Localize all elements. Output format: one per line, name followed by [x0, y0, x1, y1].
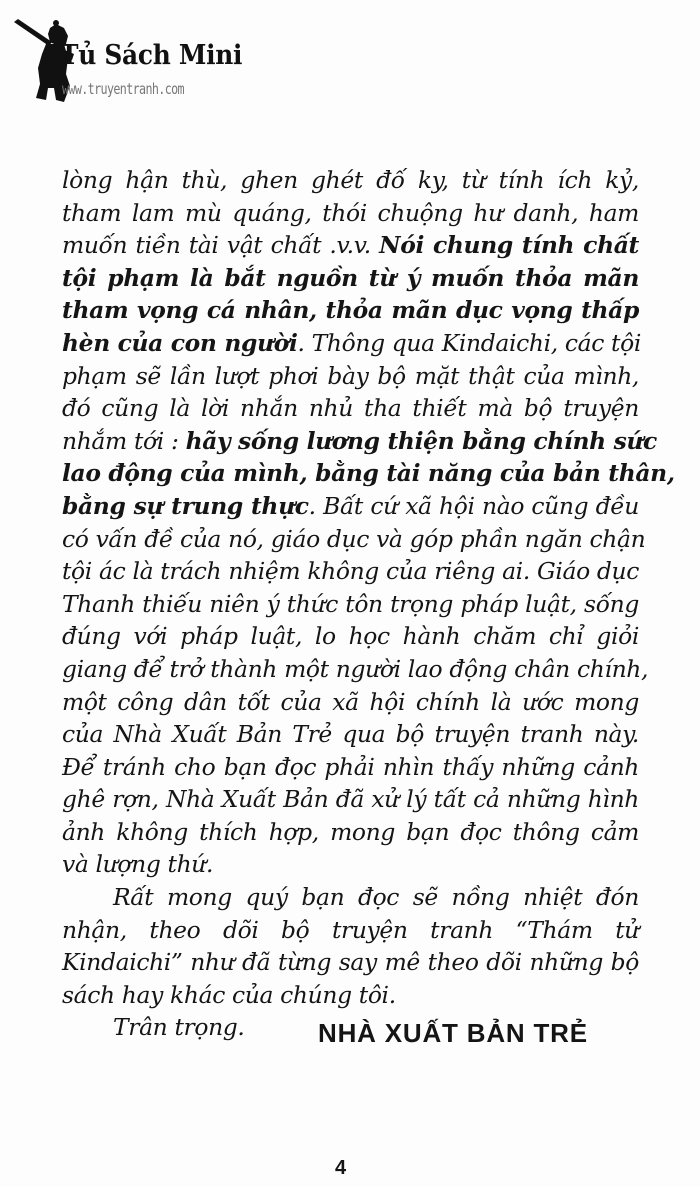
text-segment: nhắm tới :	[62, 426, 186, 455]
text-segment: ảnh không thích hợp, mong bạn đọc thông cảm	[62, 817, 639, 846]
text-line	[62, 360, 639, 393]
text-segment: Thanh thiếu niên ý thức tôn trọng pháp luật, sống	[62, 589, 639, 618]
text-line	[62, 686, 639, 719]
watermark-url: www.truyentranh.com	[62, 80, 184, 98]
text-line	[62, 392, 639, 425]
text-segment: lòng hận thù, ghen ghét đố ky, từ tính ích kỷ,	[62, 166, 639, 194]
text-line	[62, 881, 639, 914]
text-line	[62, 197, 639, 230]
text-segment: đúng với pháp luật, lo học hành chăm chỉ giỏi	[62, 622, 639, 651]
text-line	[62, 751, 639, 784]
watermark-title: Tủ Sách Mini	[60, 40, 243, 71]
text-line	[62, 457, 675, 490]
bold-text-segment: tội phạm là bắt nguồn từ ý muốn thỏa mãn	[62, 263, 639, 292]
text-segment: tham lam mù quáng, thói chuộng hư danh, ham	[62, 198, 639, 227]
text-segment: đó cũng là lời nhắn nhủ tha thiết mà bộ truyện	[62, 394, 639, 423]
text-line	[62, 620, 639, 653]
text-line	[62, 229, 639, 262]
text-line	[62, 262, 639, 295]
text-line	[62, 490, 639, 523]
text-line	[62, 816, 639, 849]
bold-text-segment: hãy sống lương thiện bằng chính sức	[185, 426, 657, 455]
publisher-signature: NHÀ XUẤT BẢN TRẺ	[318, 1018, 588, 1048]
text-segment: Rất mong quý bạn đọc sẽ nồng nhiệt đón	[113, 883, 639, 912]
text-line	[62, 164, 639, 197]
text-segment: của Nhà Xuất Bản Trẻ qua bộ truyện tranh này.	[62, 720, 639, 749]
text-segment: . Bất cứ xã hội nào cũng đều	[308, 491, 639, 520]
text-line	[62, 555, 639, 588]
text-line	[62, 327, 639, 360]
text-segment: phạm sẽ lần lượt phơi bày bộ mặt thật của mình,	[62, 361, 639, 390]
text-segment: . Thông qua Kindaichi, các tội	[297, 328, 641, 357]
text-line	[62, 523, 646, 556]
bold-text-segment: Nói chung tính chất	[379, 231, 639, 260]
text-segment: muốn tiền tài vật chất .v.v.	[62, 231, 380, 260]
text-segment: và lượng thứ.	[62, 850, 214, 879]
text-segment: Kindaichi” như đã từng say mê theo dõi những bộ	[62, 948, 639, 977]
bold-text-segment: tham vọng cá nhân, thỏa mãn dục vọng thấp	[62, 296, 639, 325]
text-segment: nhận, theo dõi bộ truyện tranh “Thám tử	[62, 915, 639, 944]
text-line	[62, 718, 639, 751]
bold-text-segment: bằng sự trung thực	[62, 491, 309, 520]
text-segment: sách hay khác của chúng tôi.	[62, 980, 396, 1009]
text-segment: một công dân tốt của xã hội chính là ước mong	[62, 687, 639, 716]
body-text	[62, 164, 675, 1044]
text-segment: Trân trọng.	[113, 1013, 245, 1042]
watermark-logo	[12, 14, 252, 104]
text-line	[62, 914, 639, 947]
text-segment: tội ác là trách nhiệm không của riêng ai. Giáo dục	[62, 557, 639, 586]
text-line	[62, 848, 639, 881]
page-number: 4	[335, 1157, 347, 1179]
text-line	[62, 946, 639, 979]
text-segment: giang để trở thành một người lao động chân chính,	[62, 654, 649, 683]
bold-text-segment: hèn của con người	[62, 328, 298, 357]
text-segment: ghê rợn, Nhà Xuất Bản đã xử lý tất cả những hình	[62, 785, 639, 814]
text-line	[62, 294, 639, 327]
text-line	[62, 588, 639, 621]
text-line	[62, 653, 649, 686]
text-segment: có vấn đề của nó, giáo dục và góp phần ngăn chận	[62, 524, 646, 553]
text-line	[62, 425, 657, 458]
text-line	[62, 783, 639, 816]
text-line	[62, 979, 639, 1012]
text-segment: Để tránh cho bạn đọc phải nhìn thấy những cảnh	[62, 752, 639, 781]
bold-text-segment: lao động của mình, bằng tài năng của bản thân,	[62, 459, 675, 488]
